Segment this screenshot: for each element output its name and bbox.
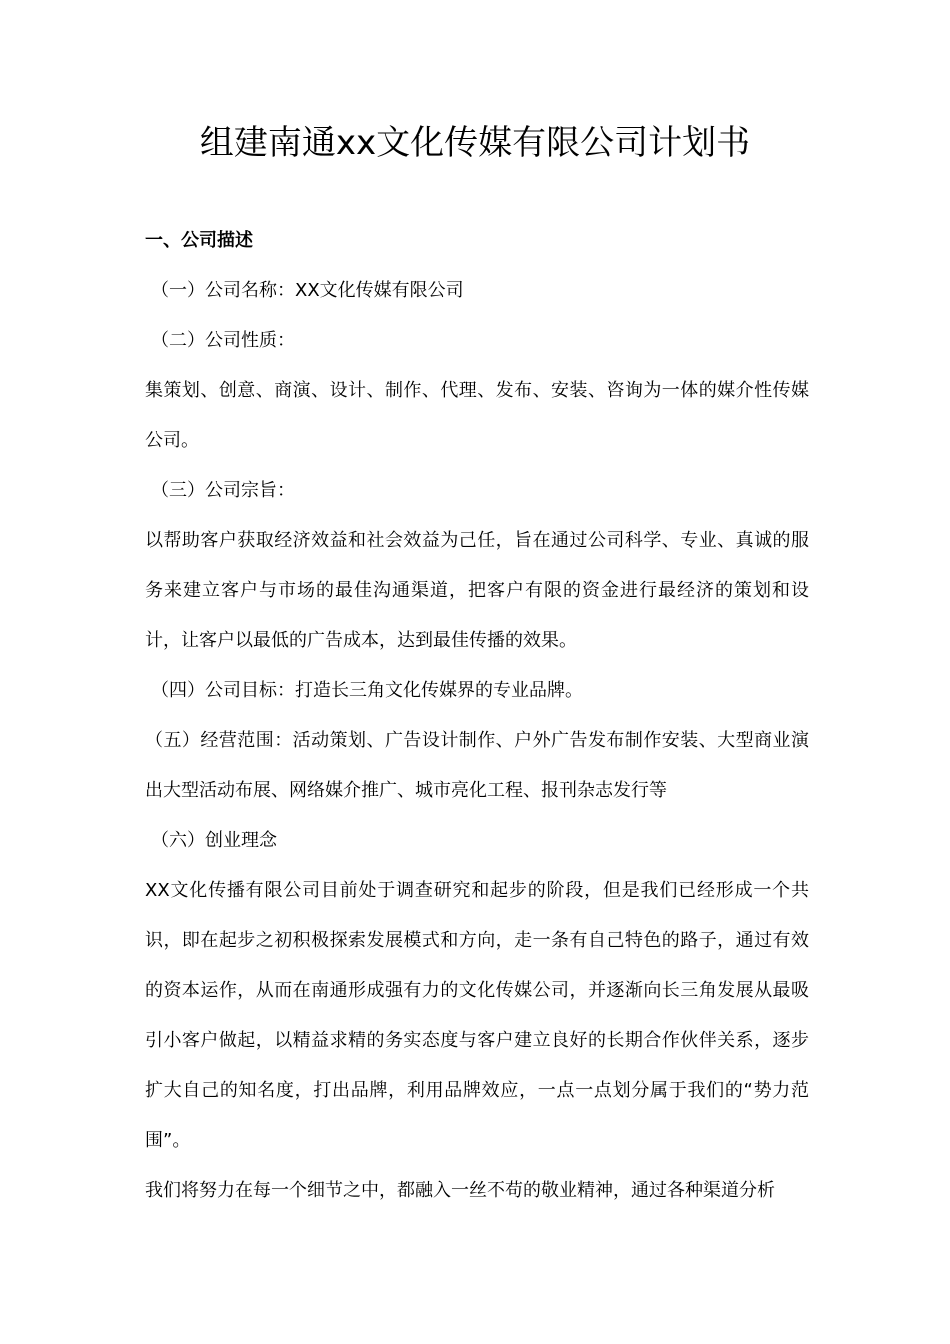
startup-philosophy-heading: （六）创业理念 bbox=[151, 830, 277, 851]
closing-paragraph: 我们将努力在每一个细节之中，都融入一丝不苟的敬业精神，通过各种渠道分析 bbox=[145, 1180, 775, 1201]
section-heading: 一、公司描述 bbox=[145, 230, 253, 251]
document-body bbox=[145, 216, 809, 1216]
company-purpose-heading: （三）公司宗旨： bbox=[151, 480, 295, 501]
business-scope-paragraph: （五）经营范围：活动策划、广告设计制作、户外广告发布制作安装、大型商业演出大型活动布展、网络媒介推广、城市亮化工程、报刊杂志发行等 bbox=[145, 730, 809, 801]
company-nature-heading: （二）公司性质： bbox=[151, 330, 295, 351]
company-purpose-paragraph: 以帮助客户获取经济效益和社会效益为己任，旨在通过公司科学、专业、真诚的服务来建立客户与市场的最佳沟通渠道，把客户有限的资金进行最经济的策划和设计，让客户以最低的广告成本，达到最佳传播的效果。 bbox=[145, 530, 809, 651]
startup-philosophy-paragraph: XX文化传播有限公司目前处于调查研究和起步的阶段，但是我们已经形成一个共识，即在起步之初积极探索发展模式和方向，走一条有自己特色的路子，通过有效的资本运作，从而在南通形成强有力的文化传媒公司，并逐渐向长三角发展从最吸引小客户做起，以精益求精的务实态度与客户建立良好的长期合作伙伴关系，逐步扩大自己的知名度，打出品牌，利用品牌效应，一点一点划分属于我们的“势力范围”。 bbox=[145, 880, 809, 1151]
company-goal-line: （四）公司目标：打造长三角文化传媒界的专业品牌。 bbox=[151, 680, 583, 701]
document-title: 组建南通xx文化传媒有限公司计划书 bbox=[199, 123, 751, 163]
company-name-line: （一）公司名称：XX文化传媒有限公司 bbox=[151, 280, 464, 301]
company-nature-paragraph: 集策划、创意、商演、设计、制作、代理、发布、安装、咨询为一体的媒介性传媒公司。 bbox=[145, 380, 809, 451]
